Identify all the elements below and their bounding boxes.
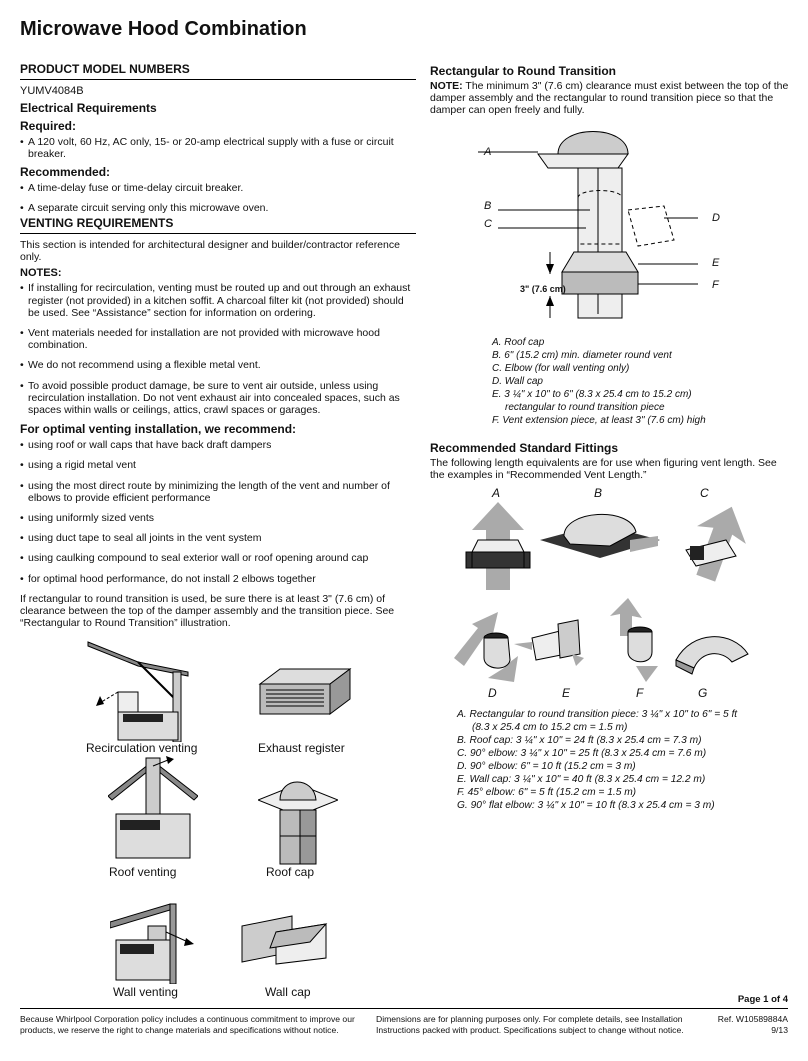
electrical-heading: Electrical Requirements bbox=[20, 101, 157, 116]
fitting-e-illustration bbox=[512, 598, 592, 678]
fit-label-d: D bbox=[488, 686, 497, 700]
list-item: • using uniformly sized vents bbox=[20, 512, 416, 524]
list-item: • using the most direct route by minimizing the length of the vent and number of elbows to provide efficient performance bbox=[20, 480, 416, 504]
rect-round-heading: Rectangular to Round Transition bbox=[430, 64, 617, 78]
required-heading: Required: bbox=[20, 119, 77, 134]
label-e: E bbox=[712, 257, 720, 269]
required-list bbox=[20, 136, 416, 160]
list-item: • A 120 volt, 60 Hz, AC only, 15- or 20-amp electrical supply with a fuse or circuit breaker. bbox=[20, 136, 416, 160]
list-item: • using duct tape to seal all joints in the vent system bbox=[20, 532, 416, 544]
fit-label-f: F bbox=[636, 686, 644, 700]
legend-item: (8.3 x 25.4 cm to 15.2 cm = 1.5 m) bbox=[472, 722, 628, 733]
model-number: YUMV4084B bbox=[20, 85, 84, 97]
ref-date: 9/13 bbox=[771, 1025, 788, 1035]
left-column bbox=[20, 62, 416, 629]
footer-divider bbox=[20, 1008, 788, 1009]
transition-legend bbox=[492, 336, 706, 427]
venting-intro: This section is intended for architectural designer and builder/contractor reference only. bbox=[20, 239, 400, 264]
list-item: • A separate circuit serving only this microwave oven. bbox=[20, 202, 416, 214]
optimal-heading: For optimal venting installation, we recommend: bbox=[20, 422, 297, 437]
exhaust-caption: Exhaust register bbox=[258, 741, 345, 755]
recommended-heading: Recommended: bbox=[20, 164, 111, 179]
legend-item: B. Roof cap: 3 ¼" x 10" = 24 ft (8.3 x 25.4 cm = 7.3 m) bbox=[457, 735, 702, 746]
legend-item: B. 6" (15.2 cm) min. diameter round vent bbox=[492, 350, 672, 361]
legend-item: A. Rectangular to round transition piece: 3 ¼" x 10" to 6" = 5 ft bbox=[457, 709, 738, 720]
footer-policy: Because Whirlpool Corporation policy includes a continuous commitment to improve our products, we reserve the right to change materials and specifications without notice. bbox=[20, 1014, 355, 1035]
ref-number: Ref. W10589884A bbox=[717, 1014, 788, 1024]
list-item: • To avoid possible product damage, be sure to vent air outside, unless using recirculation installation. Do not vent exhaust air into concealed spaces, such as spaces within walls or ceilings, attics, crawl spaces or garages. bbox=[20, 380, 416, 417]
label-d: D bbox=[712, 212, 720, 224]
wall-venting-caption: Wall venting bbox=[113, 985, 178, 999]
notes-list bbox=[20, 282, 416, 416]
label-c: C bbox=[484, 218, 492, 230]
fittings-intro: The following length equivalents are for use when figuring vent length. See the examples in “Recommended Vent Length.” bbox=[430, 457, 777, 482]
fit-label-a: A bbox=[492, 486, 501, 500]
fit-label-e: E bbox=[562, 686, 571, 700]
legend-item: A. Roof cap bbox=[492, 337, 545, 348]
legend-item: E. Wall cap: 3 ¼" x 10" = 40 ft (8.3 x 25.4 cm = 12.2 m) bbox=[457, 774, 706, 785]
legend-item: rectangular to round transition piece bbox=[505, 402, 665, 413]
list-item: • We do not recommend using a flexible metal vent. bbox=[20, 359, 416, 371]
fittings-legend bbox=[457, 708, 737, 812]
fitting-f-illustration bbox=[596, 596, 672, 686]
footer-ref bbox=[718, 1014, 788, 1036]
roof-cap-illustration bbox=[258, 770, 338, 866]
legend-item: F. Vent extension piece, at least 3" (7.6 cm) high bbox=[492, 415, 706, 426]
right-column bbox=[430, 62, 792, 117]
list-item: • using caulking compound to seal exterior wall or roof opening around cap bbox=[20, 552, 416, 564]
legend-item: F. 45° elbow: 6" = 5 ft (15.2 cm = 1.5 m) bbox=[457, 787, 637, 798]
label-b: B bbox=[484, 200, 492, 212]
page-title: Microwave Hood Combination bbox=[20, 18, 307, 40]
label-a: A bbox=[484, 146, 492, 158]
legend-item: G. 90° flat elbow: 3 ¼" x 10" = 10 ft (8.3 x 25.4 cm = 3 m) bbox=[457, 800, 715, 811]
fitting-b-illustration bbox=[540, 500, 660, 570]
fitting-c-illustration bbox=[666, 500, 766, 590]
clearance-label: 3" (7.6 cm) bbox=[520, 284, 566, 294]
fittings-section bbox=[430, 437, 792, 481]
transition-diagram bbox=[478, 124, 698, 334]
note-label: NOTE: bbox=[430, 80, 463, 92]
list-item: • using a rigid metal vent bbox=[20, 459, 416, 471]
list-item: • If installing for recirculation, venting must be routed up and out through an exhaust register (not provided) in a kitchen soffit. A charcoal filter kit (not provided) should be used. See “Assistance” section for information on ordering. bbox=[20, 282, 416, 319]
fitting-a-illustration bbox=[448, 500, 548, 595]
list-item: • A time-delay fuse or time-delay circuit breaker. bbox=[20, 182, 416, 194]
legend-item: E. 3 ¼" x 10" to 6" (8.3 x 25.4 cm to 15.2 cm) bbox=[492, 389, 692, 400]
optimal-list bbox=[20, 439, 416, 585]
note-text: The minimum 3" (7.6 cm) clearance must exist between the top of the damper assembly and the rectangular to round transition piece so that the damper can open freely and fully. bbox=[430, 80, 789, 117]
rect-round-note bbox=[430, 80, 792, 117]
list-item: • using roof or wall caps that have back draft dampers bbox=[20, 439, 416, 451]
footer-dimensions: Dimensions are for planning purposes only. For complete details, see Installation Instructions packed with product. Specifications subject to change without notice. bbox=[376, 1014, 684, 1035]
recirculation-venting-illustration bbox=[78, 632, 208, 742]
wall-cap-illustration bbox=[240, 912, 330, 972]
fit-label-g: G bbox=[698, 686, 708, 700]
notes-heading: NOTES: bbox=[20, 267, 62, 280]
fittings-heading: Recommended Standard Fittings bbox=[430, 441, 619, 455]
legend-item: C. 90° elbow: 3 ¼" x 10" = 25 ft (8.3 x 25.4 cm = 7.6 m) bbox=[457, 748, 707, 759]
legend-item: D. 90° elbow: 6" = 10 ft (15.2 cm = 3 m) bbox=[457, 761, 636, 772]
fit-label-b: B bbox=[594, 486, 603, 500]
label-f: F bbox=[712, 279, 719, 291]
fit-label-c: C bbox=[700, 486, 709, 500]
recirculation-caption: Recirculation venting bbox=[86, 741, 198, 755]
venting-heading: VENTING REQUIREMENTS bbox=[20, 216, 416, 234]
legend-item: D. Wall cap bbox=[492, 376, 543, 387]
transition-note: If rectangular to round transition is used, be sure there is at least 3" (7.6 cm) of clearance between the top of the damper assembly and the transition piece. See “Rectangular to Round Transition” illustration. bbox=[20, 592, 395, 630]
exhaust-register-illustration bbox=[250, 664, 360, 724]
page-number: Page 1 of 4 bbox=[737, 994, 788, 1005]
wall-cap-caption: Wall cap bbox=[265, 985, 311, 999]
roof-venting-illustration bbox=[108, 756, 198, 860]
list-item: • Vent materials needed for installation are not provided with microwave hood combination. bbox=[20, 327, 416, 351]
fitting-g-illustration bbox=[672, 620, 752, 680]
wall-venting-illustration bbox=[110, 902, 200, 984]
roof-cap-caption: Roof cap bbox=[266, 865, 315, 879]
roof-venting-caption: Roof venting bbox=[109, 865, 177, 879]
list-item: • for optimal hood performance, do not install 2 elbows together bbox=[20, 573, 416, 585]
legend-item: C. Elbow (for wall venting only) bbox=[492, 363, 630, 374]
recommended-list bbox=[20, 182, 416, 214]
model-numbers-heading: PRODUCT MODEL NUMBERS bbox=[20, 62, 416, 80]
